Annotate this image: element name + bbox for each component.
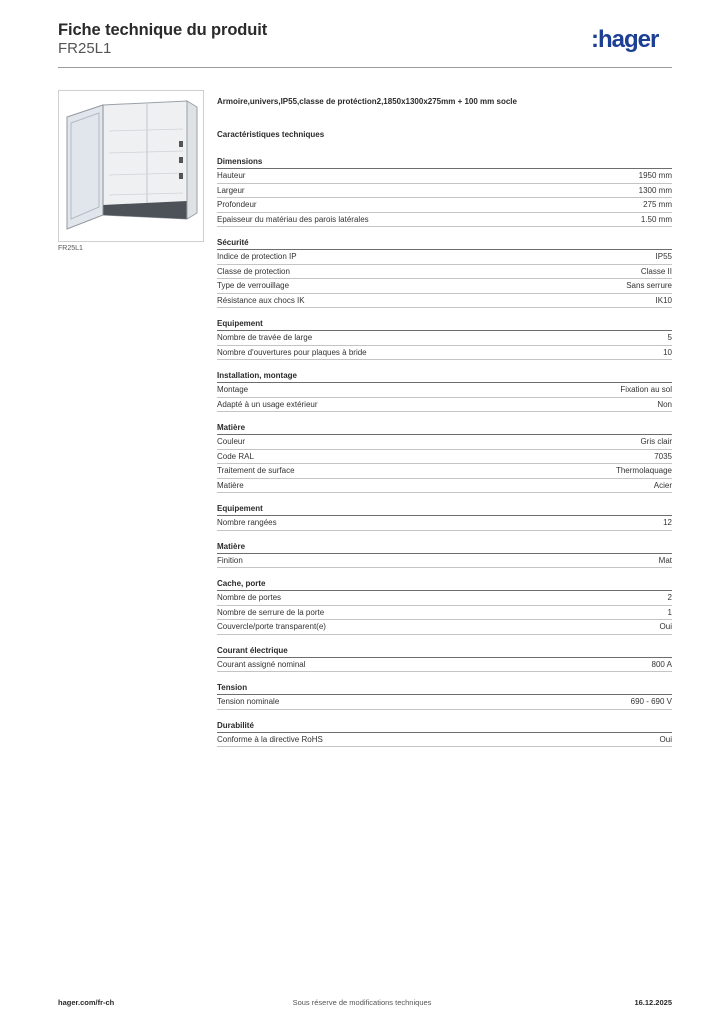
spec-row	[217, 606, 672, 621]
section-title: Cache, porte	[217, 577, 672, 591]
spec-row	[217, 294, 672, 309]
document-title: Fiche technique du produit	[58, 21, 268, 39]
spec-row	[217, 450, 672, 465]
product-description: Armoire,univers,IP55,classe de protéction2,1850x1300x275mm + 100 mm socle	[217, 97, 517, 106]
spec-value: Gris clair	[640, 437, 672, 447]
product-reference: FR25L1	[58, 40, 112, 57]
spec-value: 1300 mm	[638, 185, 672, 195]
spec-value: 10	[663, 347, 672, 357]
spec-row	[217, 169, 672, 184]
spec-row	[217, 733, 672, 748]
spec-label: Résistance aux chocs IK	[217, 295, 305, 305]
spec-label: Classe de protection	[217, 266, 290, 276]
cabinet-illustration	[59, 91, 203, 241]
spec-label: Conforme à la directive RoHS	[217, 734, 323, 744]
spec-row	[217, 331, 672, 346]
spec-value: Sans serrure	[626, 281, 672, 291]
tech-characteristics-heading: Caractéristiques techniques	[217, 130, 325, 139]
spec-row	[217, 265, 672, 280]
spec-row	[217, 398, 672, 413]
section-title: Matière	[217, 421, 672, 435]
spec-value: 275 mm	[643, 200, 672, 210]
spec-row	[217, 346, 672, 361]
spec-value: 2	[667, 593, 672, 603]
section-spacer	[217, 672, 672, 681]
spec-label: Traitement de surface	[217, 466, 295, 476]
spec-label: Nombre de serrure de la porte	[217, 607, 325, 617]
footer-notice: Sous réserve de modifications techniques	[292, 998, 432, 1007]
spec-value: 1.50 mm	[640, 214, 672, 224]
spec-label: Couvercle/porte transparent(e)	[217, 622, 326, 632]
spec-label: Courant assigné nominal	[217, 659, 306, 669]
spec-row	[217, 383, 672, 398]
spec-row	[217, 658, 672, 673]
spec-row	[217, 695, 672, 710]
spec-table	[217, 155, 672, 747]
spec-label: Couleur	[217, 437, 246, 447]
spec-value: Thermolaquage	[615, 466, 672, 476]
spec-value: Oui	[659, 622, 672, 632]
spec-value: Mat	[658, 555, 672, 565]
section-title: Courant électrique	[217, 644, 672, 658]
spec-row	[217, 554, 672, 569]
spec-value: 690 - 690 V	[630, 697, 672, 707]
product-image	[58, 90, 204, 242]
spec-label: Nombre de travée de large	[217, 333, 313, 343]
spec-value: Fixation au sol	[620, 385, 672, 395]
spec-label: Type de verrouillage	[217, 281, 290, 291]
spec-row	[217, 198, 672, 213]
footer-website[interactable]: hager.com/fr-ch	[58, 998, 115, 1007]
spec-label: Nombre de portes	[217, 593, 282, 603]
section-spacer	[217, 227, 672, 236]
image-caption: FR25L1	[58, 245, 83, 252]
spec-value: Classe II	[640, 266, 672, 276]
section-spacer	[217, 635, 672, 644]
spec-label: Largeur	[217, 185, 245, 195]
spec-label: Epaisseur du matériau des parois latérales	[217, 214, 369, 224]
section-spacer	[217, 568, 672, 577]
spec-value: IK10	[655, 295, 672, 305]
footer-date: 16.12.2025	[634, 998, 672, 1007]
section-title: Installation, montage	[217, 369, 672, 383]
spec-label: Indice de protection IP	[217, 252, 297, 262]
spec-row	[217, 516, 672, 531]
section-spacer	[217, 412, 672, 421]
spec-value: 1950 mm	[638, 171, 672, 181]
spec-row	[217, 184, 672, 199]
spec-label: Montage	[217, 385, 249, 395]
spec-row	[217, 591, 672, 606]
spec-value: 7035	[654, 451, 672, 461]
spec-value: Non	[657, 399, 672, 409]
section-title: Tension	[217, 681, 672, 695]
section-title: Durabilité	[217, 719, 672, 733]
spec-value: 1	[667, 607, 672, 617]
spec-row	[217, 213, 672, 228]
spec-value: Oui	[659, 734, 672, 744]
spec-label: Tension nominale	[217, 697, 280, 707]
spec-row	[217, 479, 672, 494]
spec-row	[217, 435, 672, 450]
hager-logo[interactable]: :hager	[591, 26, 659, 53]
spec-value: 12	[663, 518, 672, 528]
section-spacer	[217, 710, 672, 719]
spec-value: IP55	[655, 252, 672, 262]
spec-label: Nombre d'ouvertures pour plaques à bride	[217, 347, 367, 357]
spec-label: Code RAL	[217, 451, 254, 461]
spec-value: 5	[667, 333, 672, 343]
section-title: Sécurité	[217, 236, 672, 250]
spec-value: Acier	[653, 480, 672, 490]
section-spacer	[217, 531, 672, 540]
section-spacer	[217, 493, 672, 502]
spec-label: Finition	[217, 555, 243, 565]
header-divider	[58, 67, 672, 68]
section-spacer	[217, 308, 672, 317]
section-title: Matière	[217, 540, 672, 554]
spec-row	[217, 250, 672, 265]
section-spacer	[217, 360, 672, 369]
spec-label: Hauteur	[217, 171, 246, 181]
spec-row	[217, 279, 672, 294]
spec-label: Nombre rangées	[217, 518, 277, 528]
spec-row	[217, 464, 672, 479]
spec-row	[217, 620, 672, 635]
spec-label: Matière	[217, 480, 244, 490]
spec-label: Adapté à un usage extérieur	[217, 399, 318, 409]
spec-label: Profondeur	[217, 200, 257, 210]
section-title: Equipement	[217, 502, 672, 516]
spec-value: 800 A	[651, 659, 672, 669]
section-title: Equipement	[217, 317, 672, 331]
section-title: Dimensions	[217, 155, 672, 169]
